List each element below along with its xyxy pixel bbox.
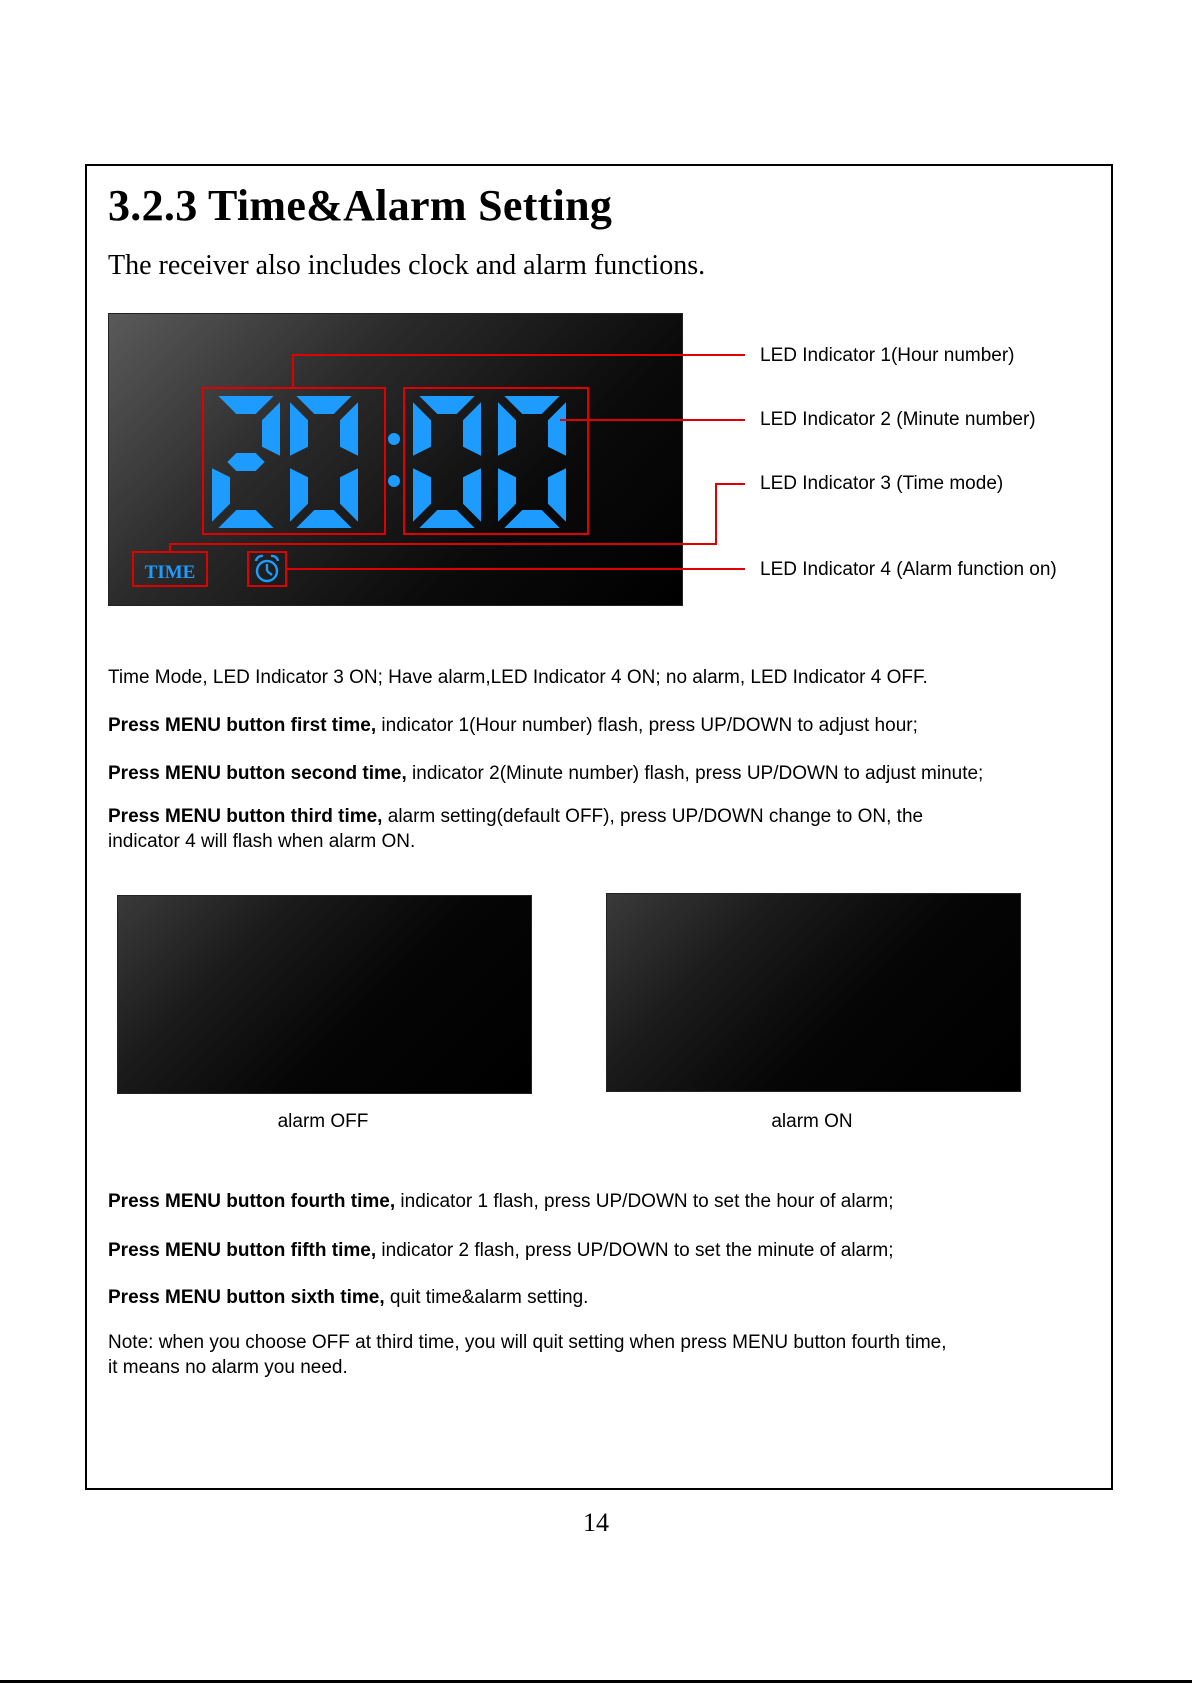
bottom-rule xyxy=(0,1680,1192,1683)
step-3: Press MENU button third time, alarm setting(default OFF), press UP/DOWN change to ON, the indicator 4 will flash when alarm ON. xyxy=(108,806,924,852)
callout-led-indicator-1: LED Indicator 1(Hour number) xyxy=(760,345,1015,366)
segment-1-a xyxy=(296,396,351,414)
alarm-on-caption: alarm ON xyxy=(771,1111,853,1132)
segment-3-c xyxy=(548,468,566,521)
segment-2-c xyxy=(463,468,481,521)
page-number: 14 xyxy=(583,1508,609,1537)
segment-2-d xyxy=(419,510,474,528)
segment-1-e xyxy=(290,468,308,521)
segment-3-a xyxy=(504,396,559,414)
segment-3-d xyxy=(504,510,559,528)
segment-2-e xyxy=(413,468,431,521)
segment-3-e xyxy=(498,468,516,521)
segment-0-b xyxy=(262,402,280,455)
alarm-off-caption: alarm OFF xyxy=(277,1111,369,1132)
segment-1-c xyxy=(340,468,358,521)
time-mode-label: TIME xyxy=(144,562,196,583)
alarm-on-panel xyxy=(606,893,1021,1092)
alarm-clock-icon xyxy=(256,556,278,581)
intro-text: The receiver also includes clock and alarm functions. xyxy=(108,250,706,281)
segment-1-d xyxy=(296,510,351,528)
step-4: Press MENU button fourth time, indicator 1 flash, press UP/DOWN to set the hour of alarm; xyxy=(108,1191,894,1212)
step-2: Press MENU button second time, indicator 2(Minute number) flash, press UP/DOWN to adjust minute; xyxy=(108,763,984,784)
callout-led-indicator-3: LED Indicator 3 (Time mode) xyxy=(760,473,1004,494)
step-6: Press MENU button sixth time, quit time&alarm setting. xyxy=(108,1287,589,1308)
segment-1-f xyxy=(290,402,308,455)
callout-led-indicator-4: LED Indicator 4 (Alarm function on) xyxy=(760,559,1057,580)
segment-0-d xyxy=(218,510,273,528)
segment-0-e xyxy=(212,468,230,521)
segment-2-b xyxy=(463,402,481,455)
segment-1-b xyxy=(340,402,358,455)
led-digits xyxy=(212,396,566,528)
callout-led-indicator-2: LED Indicator 2 (Minute number) xyxy=(760,409,1036,430)
segment-2-f xyxy=(413,402,431,455)
segment-3-b xyxy=(548,402,566,455)
segment-2-a xyxy=(419,396,474,414)
note: Note: when you choose OFF at third time, you will quit setting when press MENU button fourth time, it means no alarm you need. xyxy=(108,1332,947,1378)
colon-dot-top xyxy=(388,433,400,445)
alarm-off-panel xyxy=(117,895,532,1094)
segment-0-a xyxy=(218,396,273,414)
section-heading: 3.2.3 Time&Alarm Setting xyxy=(108,181,613,230)
mode-description: Time Mode, LED Indicator 3 ON; Have alarm,LED Indicator 4 ON; no alarm, LED Indicator 4 OFF. xyxy=(108,667,928,688)
step-1: Press MENU button first time, indicator 1(Hour number) flash, press UP/DOWN to adjust hour; xyxy=(108,715,918,736)
step-5: Press MENU button fifth time, indicator 2 flash, press UP/DOWN to set the minute of alarm; xyxy=(108,1240,894,1261)
segment-0-g xyxy=(227,453,264,471)
segment-3-f xyxy=(498,402,516,455)
colon-dot-bottom xyxy=(388,475,400,487)
